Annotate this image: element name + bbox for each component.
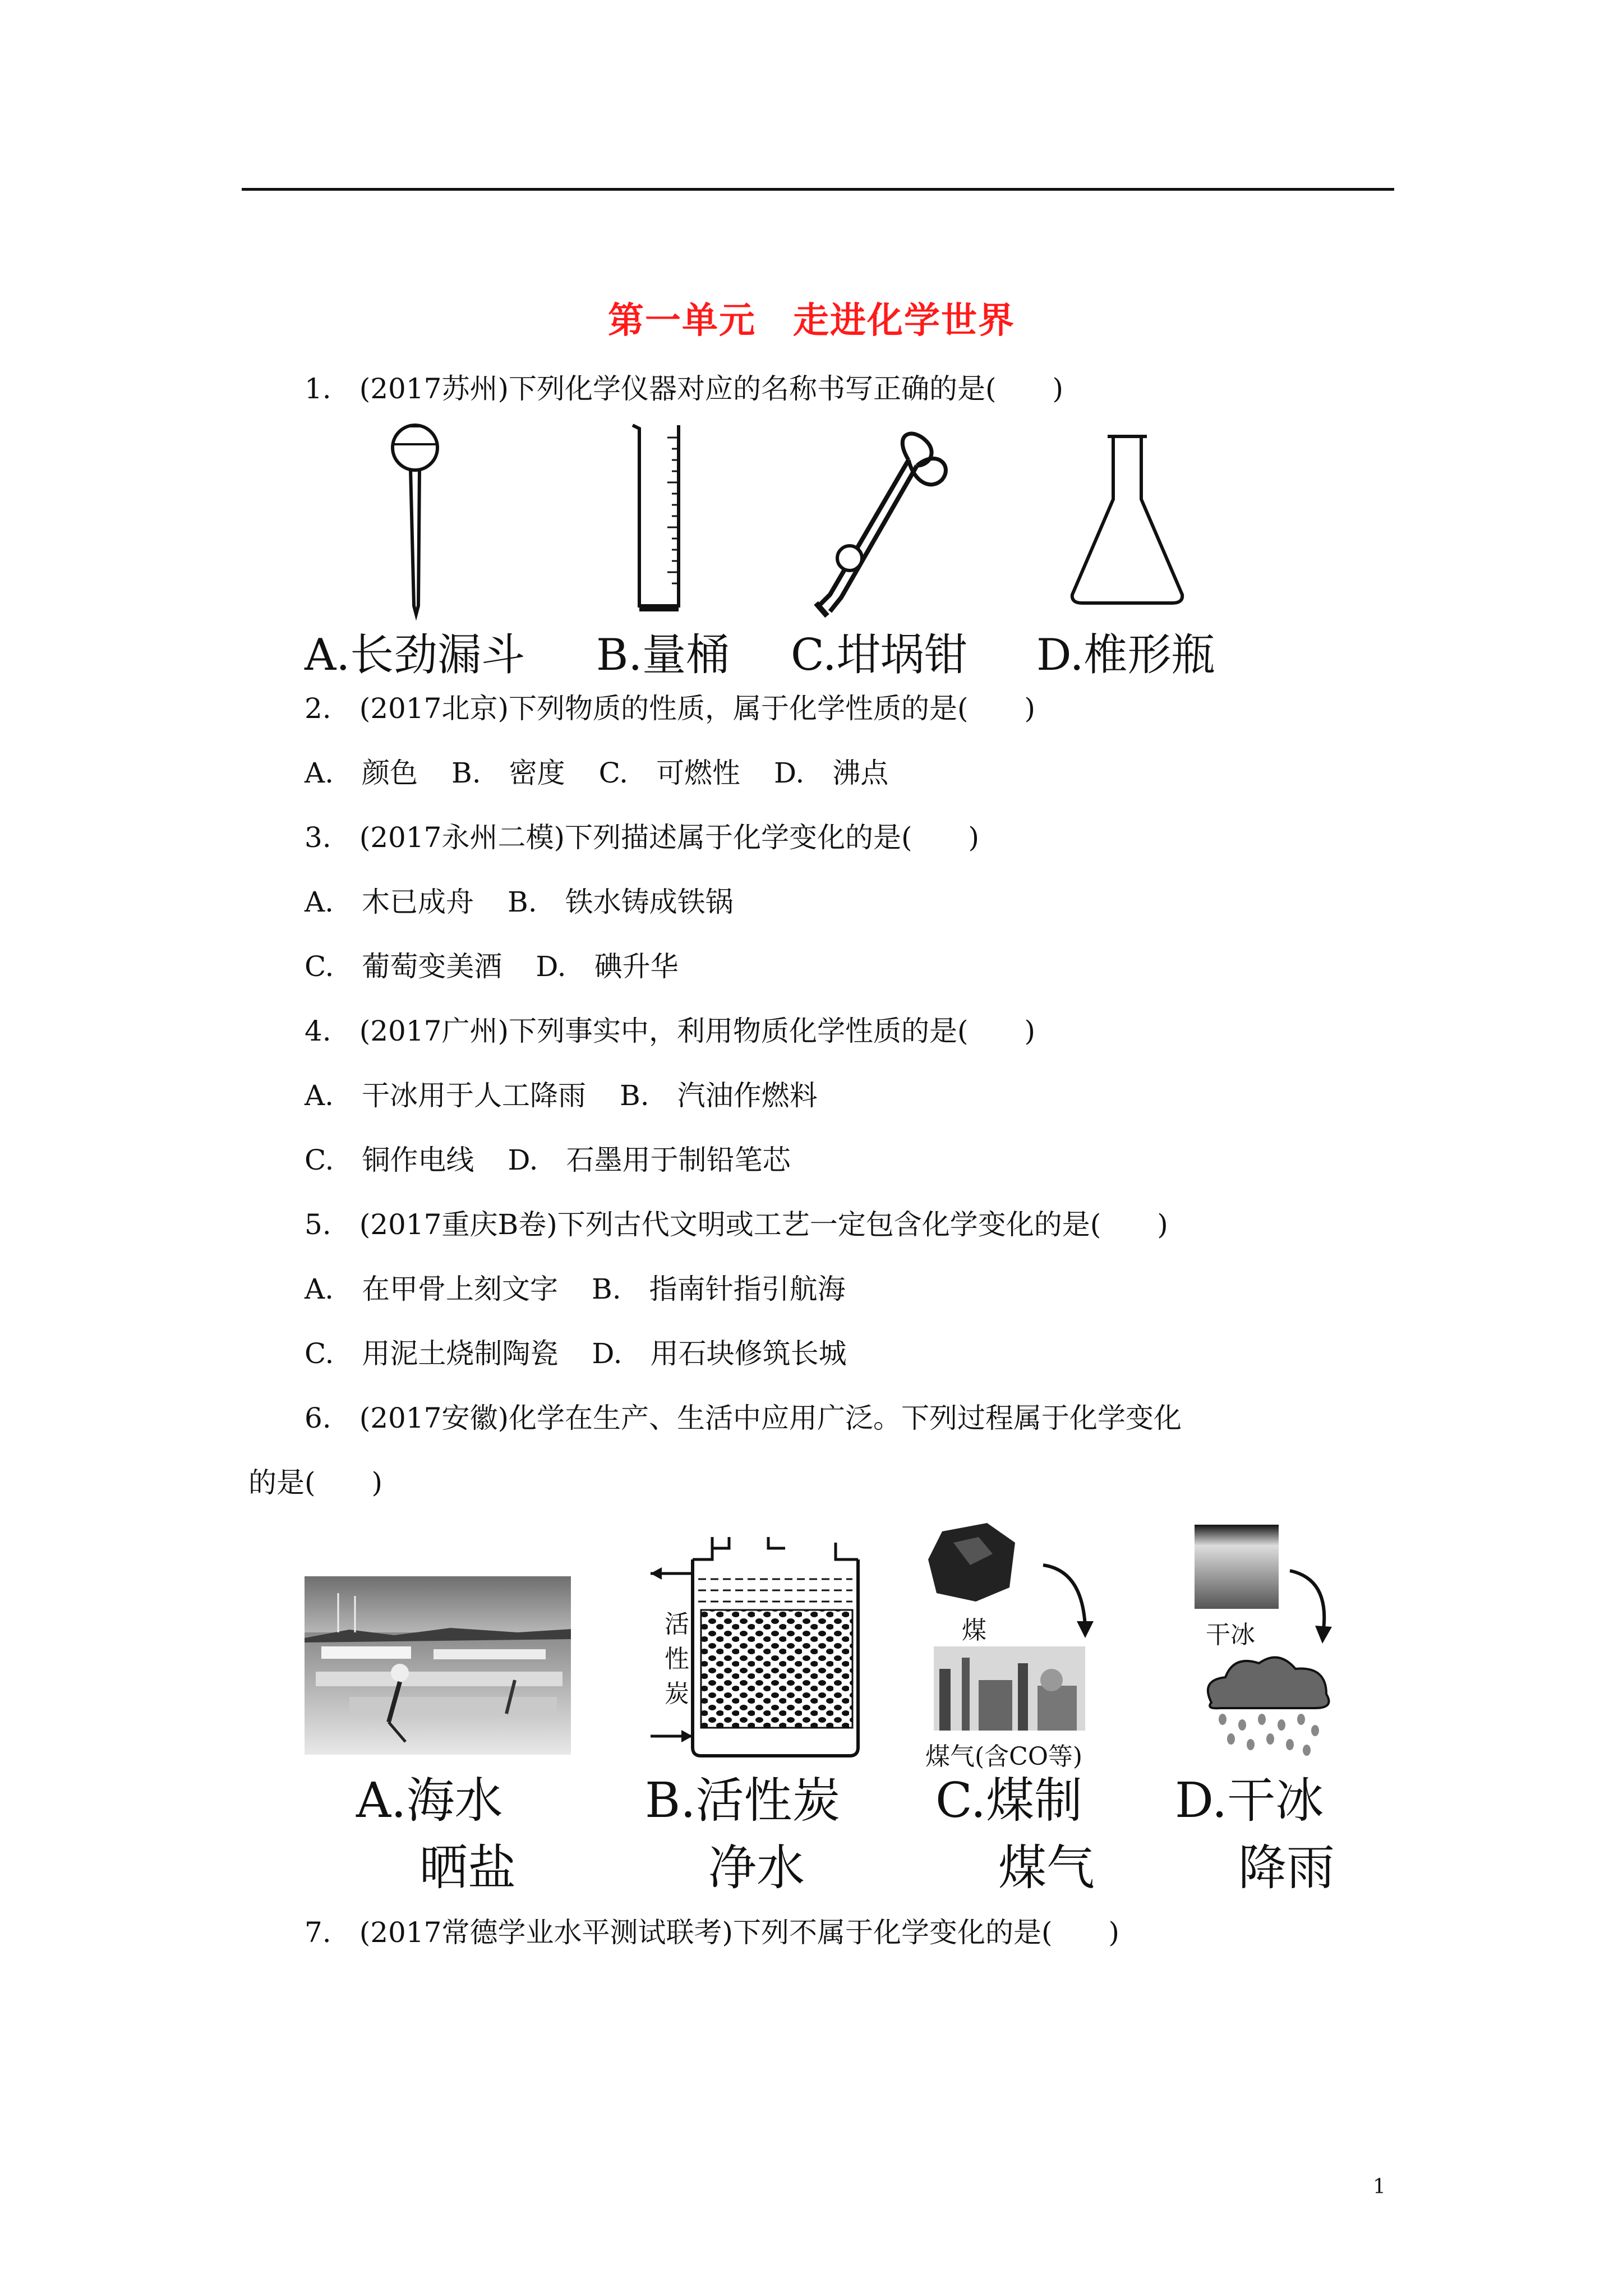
question-5-options-2: [305, 1337, 880, 1370]
page-title: 第一单元 走进化学世界: [608, 300, 1015, 342]
option-d: D. 沸点: [774, 757, 889, 789]
graduated-cylinder-icon: [628, 421, 690, 617]
option-d: D. 用石块修筑长城: [592, 1337, 847, 1370]
option-b: B. 铁水铸成铁锅: [508, 886, 734, 918]
question-1-stem: 1. (2017苏州)下列化学仪器对应的名称书写正确的是( ): [305, 372, 1063, 405]
header-rule: [242, 188, 1394, 191]
question-2-stem: 2. (2017北京)下列物质的性质，属于化学性质的是( ): [305, 692, 1035, 725]
option-c: C. 可燃性: [598, 757, 741, 789]
coal-rock-icon: [925, 1520, 1018, 1604]
option-c: C. 葡萄变美酒: [305, 950, 502, 983]
conical-flask-icon: [1066, 432, 1189, 611]
factory-photo: [934, 1646, 1085, 1731]
question-4-options-1: [305, 1079, 851, 1112]
option-a: A. 颜色: [305, 757, 418, 789]
option-a: A. 在甲骨上刻文字: [305, 1273, 559, 1305]
option-b: B. 指南针指引航海: [592, 1273, 846, 1305]
dry-ice-label: 干冰: [1206, 1621, 1255, 1649]
question-5-stem: 5. (2017重庆B卷)下列古代文明或工艺一定包含化学变化的是( ): [305, 1208, 1168, 1241]
option-a-label: A.海水: [356, 1773, 503, 1829]
question-3-options-1: [305, 885, 767, 919]
coal-gas-label: 煤气(含CO等): [925, 1742, 1083, 1771]
option-d-label: D.椎形瓶: [1036, 630, 1215, 680]
option-b-label: B.量桶: [596, 630, 730, 680]
question-4-options-2: [305, 1143, 824, 1177]
option-a-label-line2: 晒盐: [419, 1840, 516, 1896]
salt-field-photo: [305, 1576, 571, 1755]
option-d: D. 碘升华: [536, 950, 679, 983]
question-4-stem: 4. (2017广州)下列事实中，利用物质化学性质的是( ): [305, 1015, 1035, 1047]
option-b-label: B.活性炭: [645, 1773, 841, 1829]
question-6-stem-cont: 的是( ): [248, 1466, 383, 1499]
page-number: 1: [1373, 2175, 1386, 2198]
rain-cloud-icon: [1195, 1646, 1340, 1764]
option-a: A. 木已成舟: [305, 886, 474, 918]
question-3-stem: 3. (2017永州二模)下列描述属于化学变化的是( ): [305, 821, 979, 854]
option-c: C. 铜作电线: [305, 1144, 474, 1176]
arrow-icon: [1284, 1565, 1340, 1649]
arrow-icon: [1038, 1559, 1099, 1644]
question-5-options-1: [305, 1272, 879, 1306]
option-c-label: C.煤制: [935, 1773, 1083, 1829]
funnel-icon: [381, 421, 449, 617]
option-d: D. 石墨用于制铅笔芯: [508, 1144, 791, 1176]
option-c-label: C.坩埚钳: [791, 630, 968, 680]
coal-label: 煤: [962, 1616, 986, 1645]
option-b: B. 汽油作燃料: [620, 1079, 818, 1112]
option-a-label: A.长劲漏斗: [305, 630, 525, 680]
question-2-options: [305, 756, 922, 790]
option-b-label-line2: 净水: [708, 1840, 805, 1896]
question-3-options-2: [305, 950, 712, 983]
carbon-label: 活 性 炭: [665, 1610, 689, 1708]
option-a: A. 干冰用于人工降雨: [305, 1079, 587, 1112]
option-c: C. 用泥土烧制陶瓷: [305, 1337, 559, 1370]
crucible-tongs-icon: [808, 426, 953, 617]
dry-ice-block-icon: [1195, 1525, 1279, 1609]
option-c-label-line2: 煤气: [998, 1840, 1095, 1896]
question-6-stem: 6. (2017安徽)化学在生产、生活中应用广泛。下列过程属于化学变化: [305, 1402, 1182, 1434]
option-d-label-line2: 降雨: [1238, 1840, 1335, 1896]
question-7-stem: 7. (2017常德学业水平测试联考)下列不属于化学变化的是( ): [305, 1916, 1119, 1949]
option-d-label: D.干冰: [1175, 1773, 1324, 1829]
option-b: B. 密度: [451, 757, 565, 789]
